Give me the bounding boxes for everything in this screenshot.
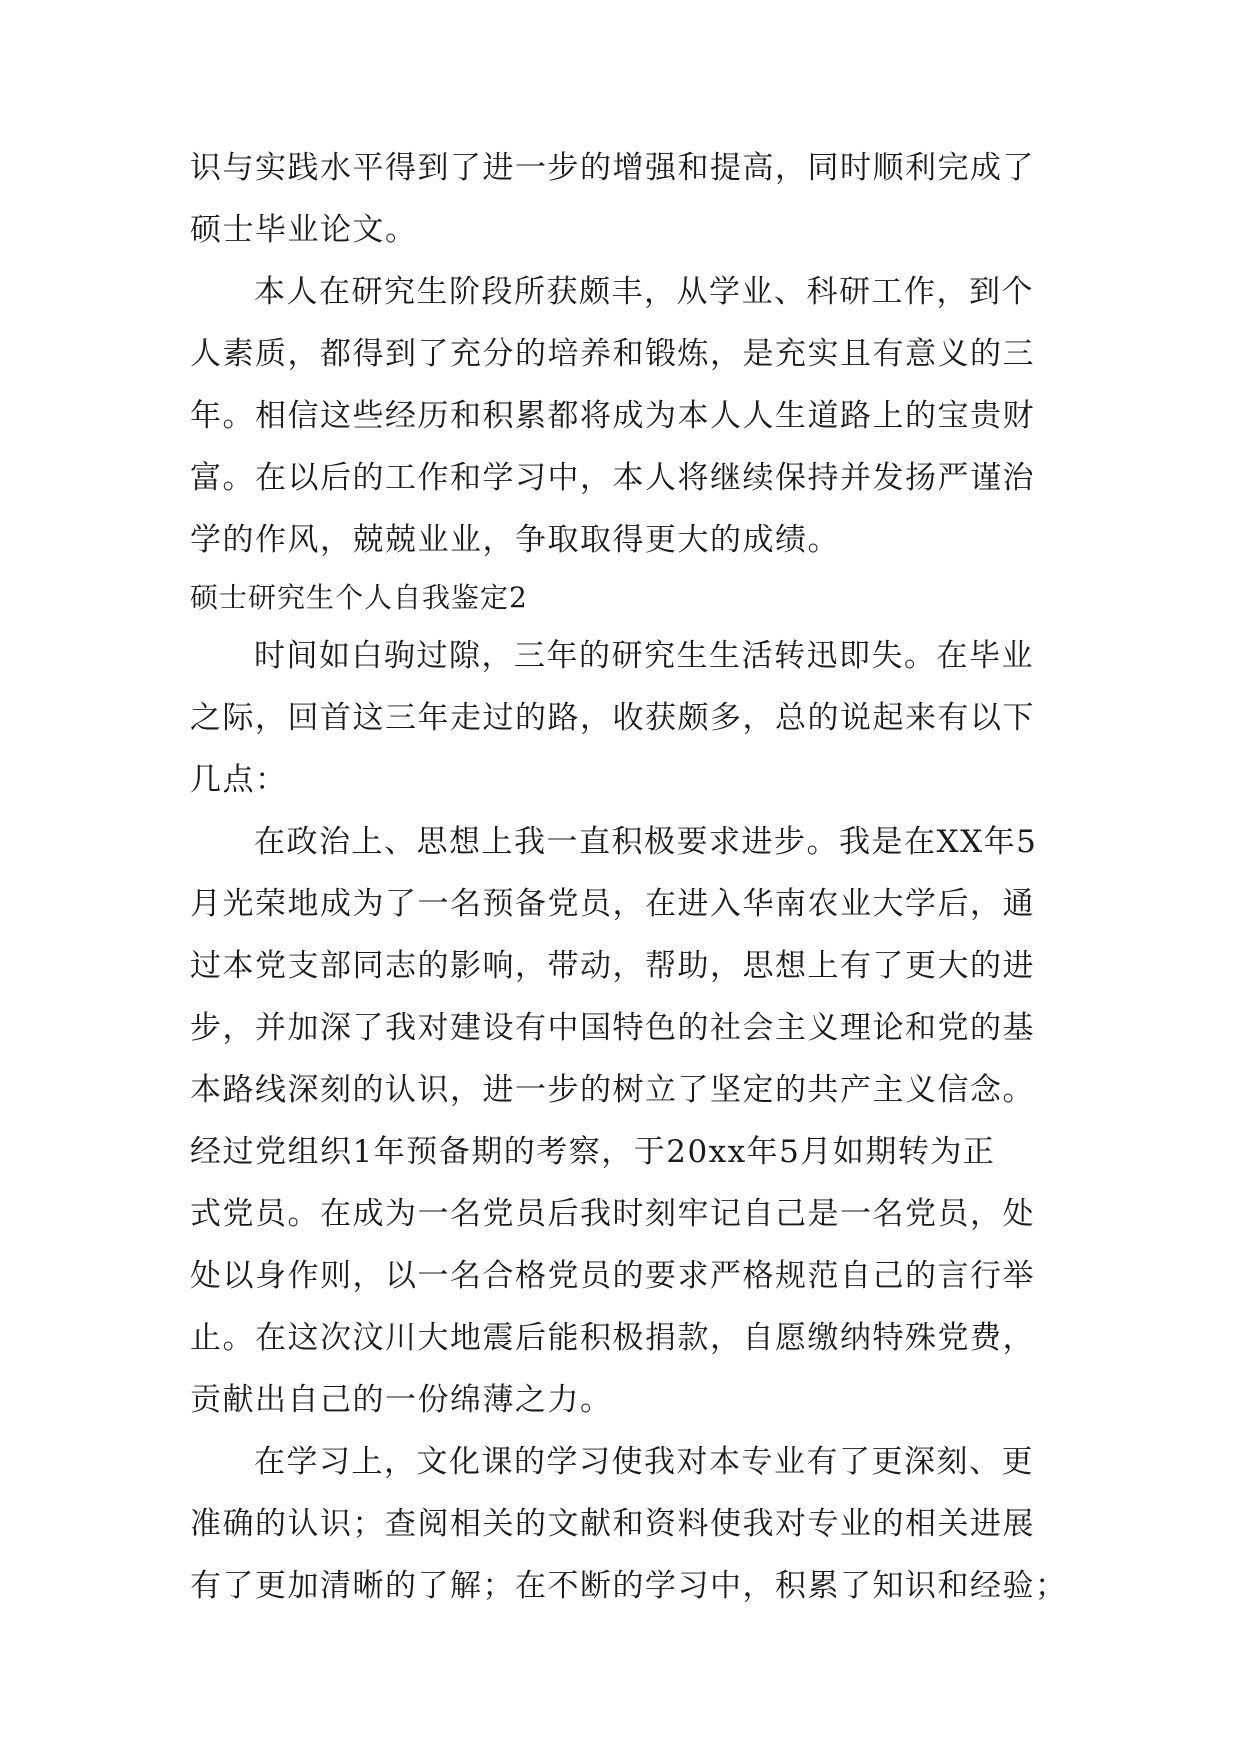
text-line: 本路线深刻的认识，进一步的树立了坚定的共产主义信念。 — [190, 1072, 1035, 1108]
paragraph-start-line: 时间如白驹过隙，三年的研究生生活转迅即失。在毕业 — [254, 638, 1034, 674]
text-line: 富。在以后的工作和学习中，本人将继续保持并发扬严谨治 — [190, 460, 1035, 496]
text-line: 人素质，都得到了充分的培养和锻炼，是充实且有意义的三 — [190, 336, 1035, 372]
paragraph-start-line: 本人在研究生阶段所获颇丰，从学业、科研工作，到个 — [254, 274, 1034, 310]
text-line: 识与实践水平得到了进一步的增强和提高，同时顺利完成了 — [190, 150, 1035, 186]
text-line: 有了更加清晰的了解；在不断的学习中，积累了知识和经验； — [190, 1568, 1068, 1604]
section-heading: 硕士研究生个人自我鉴定2 — [190, 581, 528, 614]
text-line: 之际，回首这三年走过的路，收获颇多，总的说起来有以下 — [190, 700, 1035, 736]
text-line: 准确的认识；查阅相关的文献和资料使我对专业的相关进展 — [190, 1506, 1035, 1542]
text-line: 硕士毕业论文。 — [190, 212, 418, 248]
text-line: 处以身作则，以一名合格党员的要求严格规范自己的言行举 — [190, 1258, 1035, 1294]
text-line: 几点： — [190, 762, 288, 798]
text-line: 止。在这次汶川大地震后能积极捐款，自愿缴纳特殊党费， — [190, 1320, 1035, 1356]
text-line: 式党员。在成为一名党员后我时刻牢记自己是一名党员，处 — [190, 1196, 1035, 1232]
text-line: 年。相信这些经历和积累都将成为本人人生道路上的宝贵财 — [190, 398, 1035, 434]
paragraph-start-line: 在政治上、思想上我一直积极要求进步。我是在XX年5 — [254, 824, 1038, 860]
text-line: 过本党支部同志的影响，带动，帮助，思想上有了更大的进 — [190, 948, 1035, 984]
text-line: 经过党组织1年预备期的考察，于20xx年5月如期转为正 — [190, 1134, 996, 1170]
text-line: 学的作风，兢兢业业，争取取得更大的成绩。 — [190, 522, 840, 558]
text-line: 月光荣地成为了一名预备党员，在进入华南农业大学后，通 — [190, 886, 1035, 922]
text-line: 贡献出自己的一份绵薄之力。 — [190, 1382, 613, 1418]
paragraph-start-line: 在学习上，文化课的学习使我对本专业有了更深刻、更 — [254, 1444, 1034, 1480]
text-line: 步，并加深了我对建设有中国特色的社会主义理论和党的基 — [190, 1010, 1035, 1046]
